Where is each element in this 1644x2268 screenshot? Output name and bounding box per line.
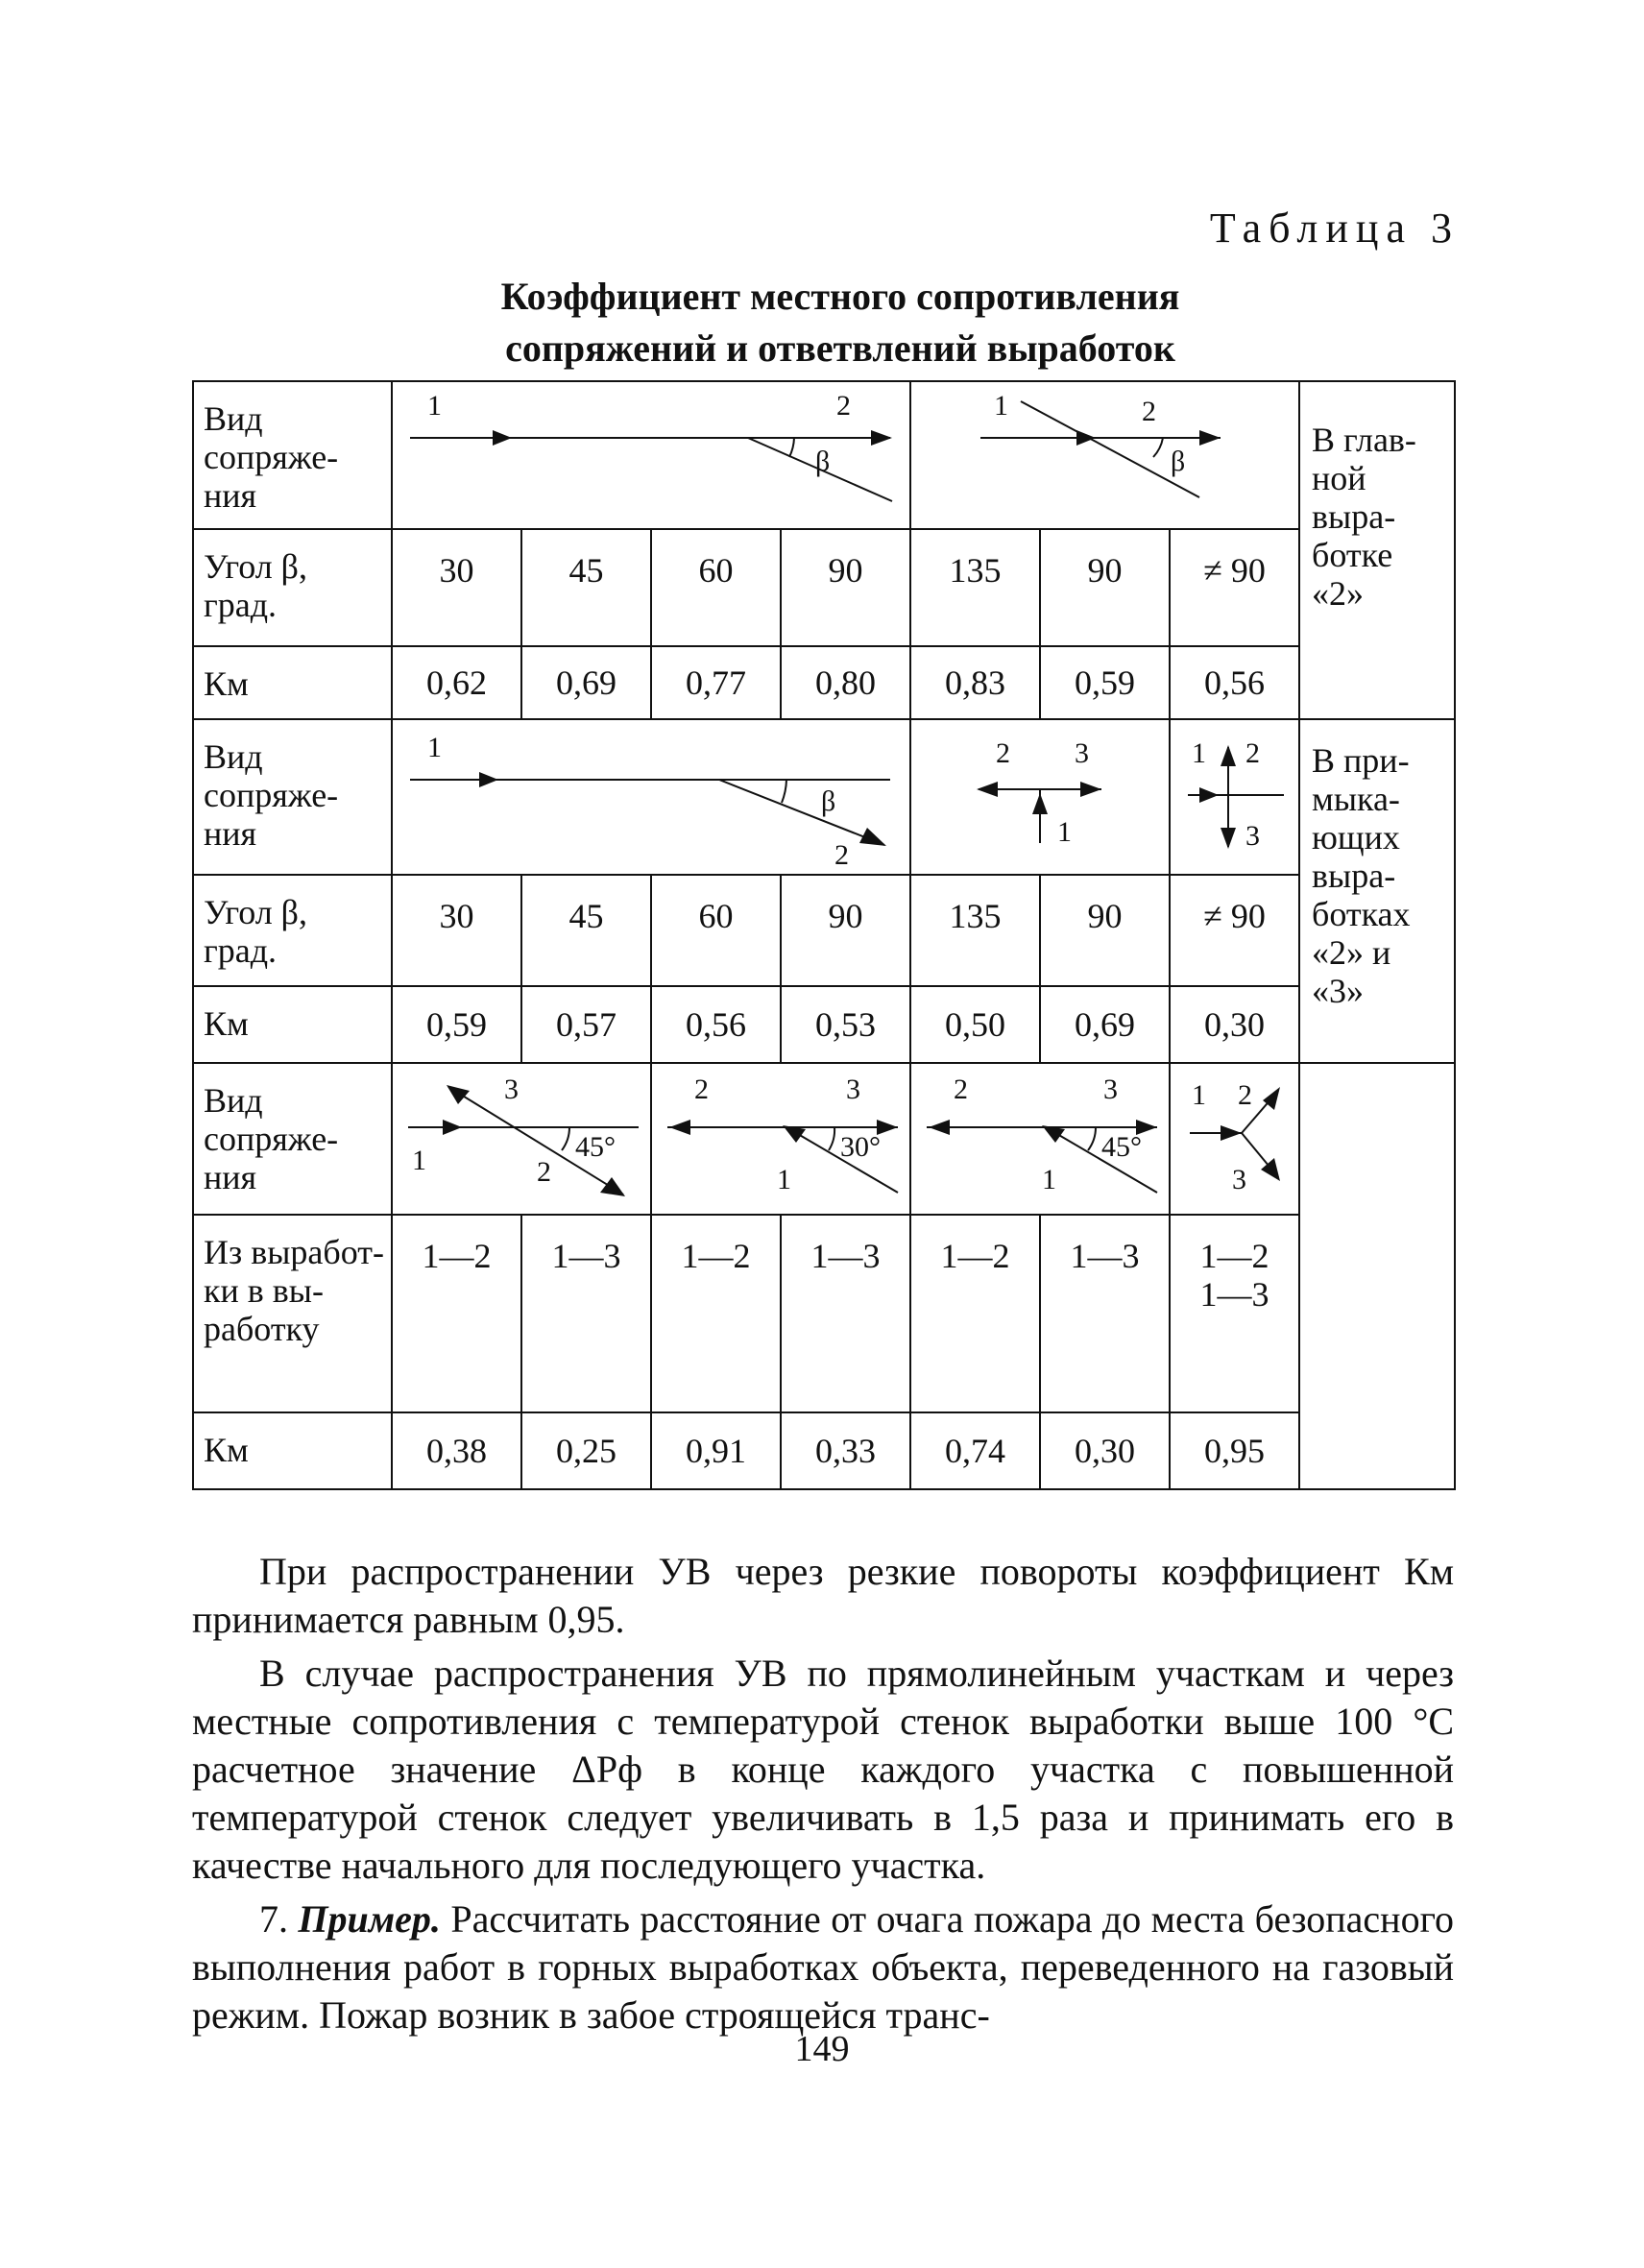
s3c-label-angle: 45° (1101, 1131, 1142, 1163)
s2-angle-cell: 90 (781, 875, 910, 986)
s3-diagram-a (392, 1063, 651, 1215)
s1b-label-beta: β (1171, 446, 1186, 477)
s1-km-cell: 0,62 (392, 646, 521, 719)
s2-angle-cell: 90 (1040, 875, 1170, 986)
s3a-label-angle: 45° (575, 1131, 616, 1163)
title-line-2: сопряжений и ответвлений выработок (505, 326, 1175, 370)
s2-km-cell: 0,53 (781, 986, 910, 1063)
s1-angle-cell: 90 (781, 529, 910, 646)
s1-angle-cell: 135 (910, 529, 1040, 646)
s2b-label-1: 1 (1057, 816, 1072, 848)
s1-angle-cell: 90 (1040, 529, 1170, 646)
s3-from-to-row (193, 1215, 1455, 1412)
s3-diagram-d (1170, 1063, 1299, 1215)
s1-angle-row (193, 529, 1455, 646)
s3d-label-1: 1 (1192, 1079, 1206, 1111)
s3-km-cell: 0,91 (651, 1412, 781, 1489)
resistance-table (192, 380, 1456, 1490)
s3-from-to-cell: 1—2 (651, 1215, 781, 1412)
s1-junction-label: Вид сопряже-ния (193, 381, 392, 529)
table-label: Таблица 3 (1209, 205, 1460, 252)
s3-km-cell: 0,38 (392, 1412, 521, 1489)
page-number: 149 (794, 2029, 850, 2069)
s3b-label-angle: 30° (840, 1131, 881, 1163)
body-text (192, 1548, 1454, 2039)
s2-angle-cell: 60 (651, 875, 781, 986)
s3-side-empty (1299, 1063, 1455, 1489)
table-title (288, 271, 1392, 374)
s2a-label-beta: β (821, 785, 836, 817)
s1-km-row (193, 646, 1455, 719)
s1-side-note: В глав-ной выра-ботке «2» (1299, 381, 1455, 719)
s2-km-cell: 0,56 (651, 986, 781, 1063)
s2-angle-cell: 30 (392, 875, 521, 986)
example-number: 7. (259, 1897, 299, 1941)
s1-angle-label: Угол β, град. (193, 529, 392, 646)
s1-angle-cell: 60 (651, 529, 781, 646)
s1-km-cell: 0,56 (1170, 646, 1299, 719)
s3a-label-2: 2 (537, 1156, 551, 1188)
s2-angle-row (193, 875, 1455, 986)
s3-from-to-cell: 1—3 (781, 1215, 910, 1412)
s3-from-to-line: 1—3 (1199, 1275, 1269, 1314)
s3-from-to-cell: 1—2 (910, 1215, 1040, 1412)
s3-junction-label: Вид сопряже-ния (193, 1063, 392, 1215)
s1-km-cell: 0,59 (1040, 646, 1170, 719)
s1-km-cell: 0,77 (651, 646, 781, 719)
s2-km-cell: 0,59 (392, 986, 521, 1063)
s1-diagram-b (910, 381, 1299, 529)
s2-km-cell: 0,57 (521, 986, 651, 1063)
s3d-label-3: 3 (1232, 1164, 1246, 1195)
s3-diagram-b (651, 1063, 910, 1215)
s2-angle-cell: 45 (521, 875, 651, 986)
s3-from-to-cell: 1—3 (521, 1215, 651, 1412)
s2a-label-1: 1 (427, 732, 442, 763)
s3c-label-2: 2 (954, 1074, 968, 1105)
paragraph-1: При распространении УВ через резкие повороты коэффициент Км принимается равным 0,95. (192, 1550, 1454, 1641)
s3c-label-3: 3 (1103, 1074, 1118, 1105)
s2-junction-label: Вид сопряже-ния (193, 719, 392, 875)
s1-diagram-a (392, 381, 910, 529)
s1-angle-cell: 30 (392, 529, 521, 646)
s1a-label-2: 2 (836, 390, 851, 422)
example-text: Рассчитать расстояние от очага пожара до места безопасного выполнения работ в горных выработках объекта, переведенного на газовый режим. Пожар возник в забое строящейся транс- (192, 1897, 1454, 2037)
s2-km-row (193, 986, 1455, 1063)
s2-angle-cell: 135 (910, 875, 1040, 986)
s1-diagram-row (193, 381, 1455, 529)
s3-km-cell: 0,33 (781, 1412, 910, 1489)
paragraph-2: В случае распространения УВ по прямолинейным участкам и через местные сопротивления с температурой стенок выработки выше 100 °С расчетное значение ΔPф в конце каждого участка с повышенной температурой стенок следует увеличивать в 1,5 раза и принимать его в качестве начального для последующего участка. (192, 1652, 1454, 1887)
s3-from-to-cell: 1—2 (392, 1215, 521, 1412)
s3b-label-1: 1 (777, 1164, 791, 1195)
s1a-label-beta: β (815, 446, 831, 477)
s2c-label-1: 1 (1192, 737, 1206, 769)
s2-side-note: В при-мыка-ющих выра-ботках «2» и «3» (1299, 719, 1455, 1063)
s2c-label-3: 3 (1245, 820, 1260, 852)
s3b-label-2: 2 (694, 1074, 709, 1105)
s1-km-cell: 0,80 (781, 646, 910, 719)
s2-km-cell: 0,50 (910, 986, 1040, 1063)
s3-km-cell: 0,25 (521, 1412, 651, 1489)
s3-km-row (193, 1412, 1455, 1489)
s3-km-label: Км (193, 1412, 392, 1489)
s2-km-cell: 0,69 (1040, 986, 1170, 1063)
s3-km-cell: 0,30 (1040, 1412, 1170, 1489)
s3-from-to-line: 1—2 (1199, 1237, 1269, 1275)
s2-km-cell: 0,30 (1170, 986, 1299, 1063)
s3-from-to-cell: 1—3 (1040, 1215, 1170, 1412)
s1b-label-1: 1 (994, 390, 1008, 422)
s3-diagram-c (910, 1063, 1170, 1215)
s2a-label-2: 2 (834, 839, 849, 871)
s3b-label-3: 3 (846, 1074, 860, 1105)
s2c-label-2: 2 (1245, 737, 1260, 769)
s2-angle-label: Угол β, град. (193, 875, 392, 986)
s3a-label-1: 1 (412, 1145, 426, 1176)
s3-from-to-cell (1170, 1215, 1299, 1412)
s2b-label-3: 3 (1075, 737, 1089, 769)
title-line-1: Коэффициент местного сопротивления (500, 275, 1180, 318)
s1-km-label: Км (193, 646, 392, 719)
s2b-label-2: 2 (996, 737, 1010, 769)
s1-km-cell: 0,69 (521, 646, 651, 719)
s2-diagram-c (1170, 719, 1299, 875)
s1-km-cell: 0,83 (910, 646, 1040, 719)
s2-angle-cell: ≠ 90 (1170, 875, 1299, 986)
paragraph-3 (192, 1895, 1454, 2039)
s2-diagram-b (910, 719, 1170, 875)
s1-angle-cell: ≠ 90 (1170, 529, 1299, 646)
s3d-label-2: 2 (1238, 1079, 1252, 1111)
s3-diagram-row (193, 1063, 1455, 1215)
s1-angle-cell: 45 (521, 529, 651, 646)
s3-km-cell: 0,95 (1170, 1412, 1299, 1489)
s1b-label-2: 2 (1142, 396, 1156, 427)
s2-diagram-a (392, 719, 910, 875)
s3a-label-3: 3 (504, 1074, 519, 1105)
s3-from-to-label: Из выработ-ки в вы-работку (193, 1215, 392, 1412)
s1a-label-1: 1 (427, 390, 442, 422)
s2-km-label: Км (193, 986, 392, 1063)
s3-km-cell: 0,74 (910, 1412, 1040, 1489)
example-heading: Пример. (298, 1897, 441, 1941)
s3c-label-1: 1 (1042, 1164, 1056, 1195)
s2-diagram-row (193, 719, 1455, 875)
